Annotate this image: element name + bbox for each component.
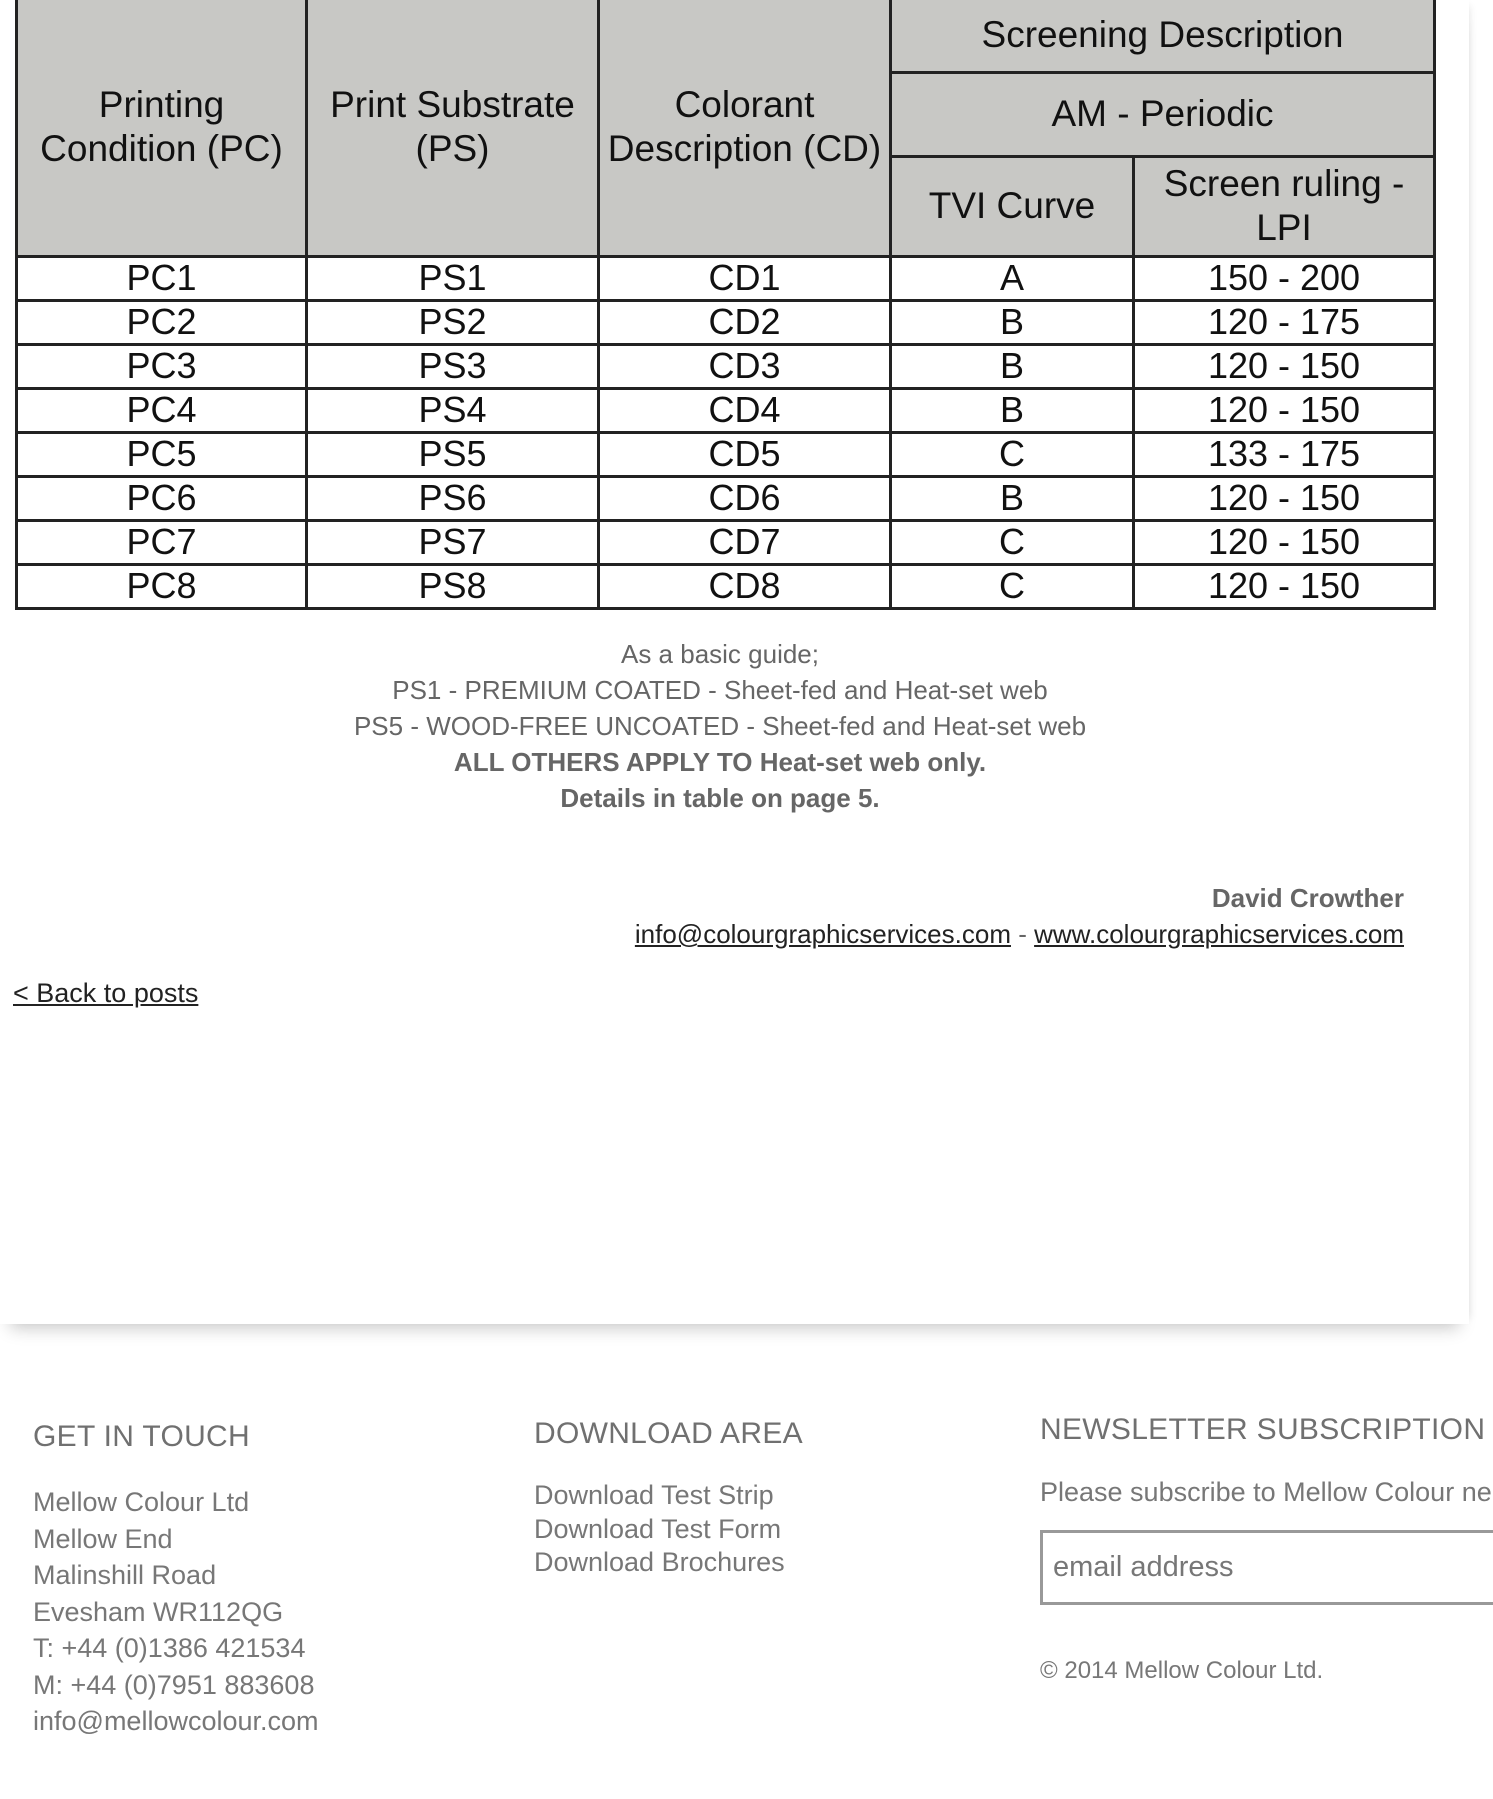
- cd-cell: CD4: [599, 388, 891, 432]
- cd-cell: CD7: [599, 520, 891, 564]
- download-brochures-link[interactable]: Download Brochures: [534, 1547, 785, 1577]
- ps-cell: PS7: [307, 520, 599, 564]
- ps-cell: PS6: [307, 476, 599, 520]
- contact-telephone: T: +44 (0)1386 421534: [33, 1633, 306, 1663]
- table-row: [17, 432, 1435, 476]
- cd-cell: CD2: [599, 300, 891, 344]
- contact-address-1: Mellow End: [33, 1523, 173, 1554]
- table-row: [17, 300, 1435, 344]
- table-row: [17, 476, 1435, 520]
- newsletter-heading: NEWSLETTER SUBSCRIPTION: [1040, 1413, 1486, 1446]
- lpi-cell: 120 - 150: [1134, 344, 1435, 388]
- contact-mobile: M: +44 (0)7951 883608: [33, 1669, 315, 1700]
- pc-cell: PC8: [17, 564, 307, 608]
- header-tvi-curve: TVI Curve: [891, 156, 1134, 256]
- table-row: [17, 388, 1435, 432]
- newsletter-email-input[interactable]: [1040, 1530, 1493, 1605]
- tvi-cell: B: [891, 344, 1134, 388]
- ps-cell: PS5: [307, 432, 599, 476]
- header-am-periodic: AM - Periodic: [891, 72, 1435, 156]
- contact-address-3: Evesham WR112QG: [33, 1596, 284, 1627]
- pc-cell: PC2: [17, 300, 307, 344]
- copyright-text: © 2014 Mellow Colour Ltd.: [1040, 1657, 1324, 1684]
- contact-address-2: Malinshill Road: [33, 1560, 217, 1590]
- pc-cell: PC1: [17, 256, 307, 300]
- header-print-substrate: Print Substrate (PS): [307, 0, 599, 256]
- table-row: [17, 564, 1435, 608]
- ps-cell: PS4: [307, 388, 599, 432]
- header-colorant-description: Colorant Description (CD): [599, 0, 891, 256]
- cd-cell: CD1: [599, 256, 891, 300]
- guide-details: Details in table on page 5.: [560, 783, 880, 813]
- contact-details: [33, 1484, 319, 1740]
- lpi-cell: 133 - 175: [1134, 432, 1435, 476]
- cd-cell: CD6: [599, 476, 891, 520]
- footer-contact: [33, 1420, 319, 1740]
- basic-guide-text: [0, 636, 1440, 816]
- guide-ps5: PS5 - WOOD-FREE UNCOATED - Sheet-fed and Heat-set web: [353, 711, 1087, 741]
- table-row: [17, 256, 1435, 300]
- newsletter-text: Please subscribe to Mellow Colour ne: [1040, 1477, 1492, 1507]
- pc-cell: PC3: [17, 344, 307, 388]
- tvi-cell: C: [891, 564, 1134, 608]
- download-test-form-link[interactable]: Download Test Form: [534, 1513, 782, 1544]
- footer-newsletter: [1040, 1413, 1493, 1685]
- author-email-link[interactable]: info@colourgraphicservices.com: [634, 919, 1011, 949]
- lpi-cell: 120 - 150: [1134, 564, 1435, 608]
- table-row: [17, 344, 1435, 388]
- table-row: [17, 520, 1435, 564]
- ps-cell: PS2: [307, 300, 599, 344]
- tvi-cell: B: [891, 300, 1134, 344]
- author-name: David Crowther: [1211, 883, 1404, 913]
- lpi-cell: 150 - 200: [1134, 256, 1435, 300]
- header-screen-ruling: Screen ruling - LPI: [1134, 156, 1435, 256]
- guide-intro: As a basic guide;: [620, 639, 819, 669]
- cd-cell: CD3: [599, 344, 891, 388]
- link-separator: -: [1010, 919, 1035, 949]
- lpi-cell: 120 - 150: [1134, 476, 1435, 520]
- header-printing-condition: Printing Condition (PC): [17, 0, 307, 256]
- contact-company: Mellow Colour Ltd: [33, 1487, 250, 1517]
- cd-cell: CD8: [599, 564, 891, 608]
- guide-ps1: PS1 - PREMIUM COATED - Sheet-fed and Heat-set web: [392, 675, 1048, 705]
- author-website-link[interactable]: www.colourgraphicservices.com: [1034, 919, 1404, 949]
- guide-others: ALL OTHERS APPLY TO Heat-set web only.: [453, 747, 987, 777]
- ps-cell: PS1: [307, 256, 599, 300]
- tvi-cell: C: [891, 432, 1134, 476]
- tvi-cell: B: [891, 476, 1134, 520]
- pc-cell: PC4: [17, 388, 307, 432]
- pc-cell: PC7: [17, 520, 307, 564]
- pc-cell: PC5: [17, 432, 307, 476]
- tvi-cell: C: [891, 520, 1134, 564]
- cd-cell: CD5: [599, 432, 891, 476]
- download-test-strip-link[interactable]: Download Test Strip: [534, 1480, 774, 1510]
- lpi-cell: 120 - 150: [1134, 520, 1435, 564]
- ps-cell: PS8: [307, 564, 599, 608]
- contact-heading: GET IN TOUCH: [33, 1420, 250, 1453]
- author-signature: [635, 880, 1404, 952]
- printing-conditions-table: [15, 0, 1436, 610]
- back-to-posts-link[interactable]: < Back to posts: [13, 978, 199, 1008]
- lpi-cell: 120 - 175: [1134, 300, 1435, 344]
- ps-cell: PS3: [307, 344, 599, 388]
- tvi-cell: B: [891, 388, 1134, 432]
- download-heading: DOWNLOAD AREA: [534, 1417, 803, 1450]
- contact-email: info@mellowcolour.com: [33, 1706, 319, 1736]
- tvi-cell: A: [891, 256, 1134, 300]
- footer-downloads: [534, 1417, 803, 1580]
- header-screening-description: Screening Description: [891, 0, 1435, 72]
- pc-cell: PC6: [17, 476, 307, 520]
- lpi-cell: 120 - 150: [1134, 388, 1435, 432]
